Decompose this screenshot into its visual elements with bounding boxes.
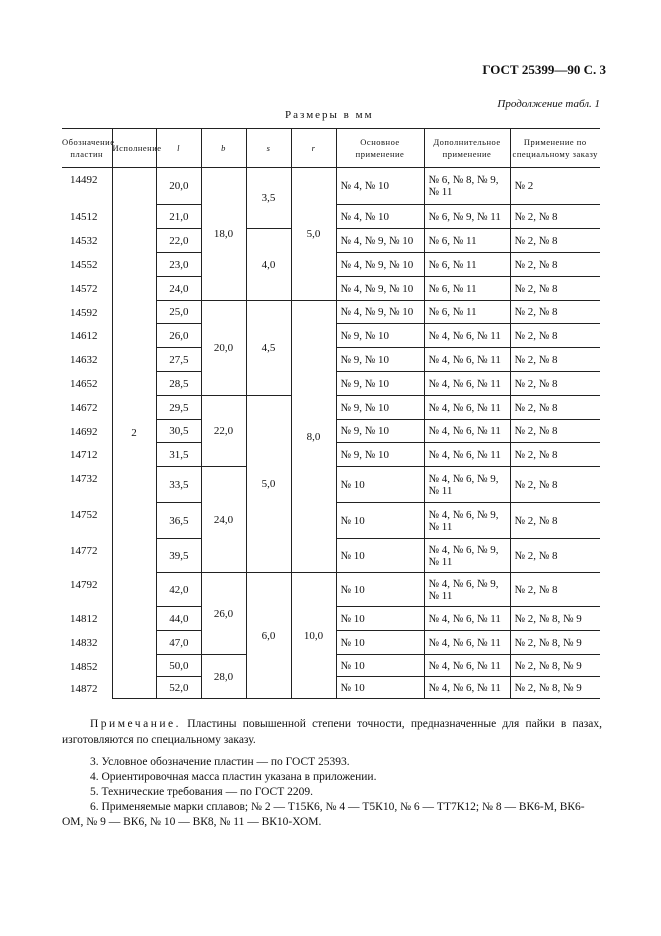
l-cell: 23,0 xyxy=(156,253,201,277)
b-cell: 26,0 xyxy=(201,573,246,655)
col-additional-application: Дополнительное применение xyxy=(424,129,510,168)
designation-cell: 14612 xyxy=(70,329,98,342)
main-application-cell: № 9, № 10 xyxy=(336,324,424,348)
main-application-cell: № 10 xyxy=(336,607,424,631)
designation-cell: 14652 xyxy=(70,377,98,390)
main-application-cell: № 9, № 10 xyxy=(336,420,424,443)
additional-application-cell: № 6, № 9, № 11 xyxy=(424,205,510,229)
col-special-order: Применение по специальному заказу xyxy=(510,129,600,168)
additional-application-cell: № 4, № 6, № 11 xyxy=(424,324,510,348)
r-cell: 10,0 xyxy=(291,573,336,699)
item-4: 4. Ориентировочная масса пластин указана в приложении. xyxy=(90,771,377,783)
special-order-cell: № 2, № 8 xyxy=(510,372,600,396)
designation-cell: 14872 xyxy=(70,682,98,695)
designation-cell: 14572 xyxy=(70,282,98,295)
designation-cell: 14752 xyxy=(70,508,98,521)
designation-cell: 14532 xyxy=(70,234,98,247)
additional-application-cell: № 4, № 6, № 9, № 11 xyxy=(424,467,510,503)
main-application-cell: № 4, № 10 xyxy=(336,168,424,205)
additional-application-cell: № 4, № 6, № 9, № 11 xyxy=(424,539,510,573)
l-cell: 50,0 xyxy=(156,655,201,677)
s-cell: 3,5 xyxy=(246,168,291,229)
special-order-cell: № 2, № 8, № 9 xyxy=(510,677,600,699)
special-order-cell: № 2, № 8, № 9 xyxy=(510,607,600,631)
special-order-cell: № 2, № 8, № 9 xyxy=(510,631,600,655)
additional-application-cell: № 4, № 6, № 11 xyxy=(424,631,510,655)
additional-application-cell: № 4, № 6, № 11 xyxy=(424,443,510,467)
designation-cell: 14552 xyxy=(70,258,98,271)
table-note xyxy=(62,716,602,748)
l-cell: 39,5 xyxy=(156,539,201,573)
designation-cell: 14672 xyxy=(70,401,98,414)
additional-application-cell: № 4, № 6, № 11 xyxy=(424,348,510,372)
additional-application-cell: № 4, № 6, № 9, № 11 xyxy=(424,573,510,607)
table-continuation-label: Продолжение табл. 1 xyxy=(497,98,600,110)
special-order-cell: № 2, № 8 xyxy=(510,503,600,539)
col-s: s xyxy=(246,129,291,168)
l-cell: 44,0 xyxy=(156,607,201,631)
s-cell: 4,0 xyxy=(246,229,291,301)
additional-application-cell: № 4, № 6, № 11 xyxy=(424,372,510,396)
designation-cell: 14512 xyxy=(70,210,98,223)
l-cell: 33,5 xyxy=(156,467,201,503)
designation-cell: 14692 xyxy=(70,425,98,438)
main-application-cell: № 9, № 10 xyxy=(336,443,424,467)
additional-application-cell: № 4, № 6, № 11 xyxy=(424,607,510,631)
main-application-cell: № 4, № 10 xyxy=(336,205,424,229)
additional-application-cell: № 6, № 11 xyxy=(424,253,510,277)
l-cell: 31,5 xyxy=(156,443,201,467)
additional-application-cell: № 4, № 6, № 11 xyxy=(424,655,510,677)
s-cell: 4,5 xyxy=(246,301,291,396)
additional-application-cell: № 4, № 6, № 11 xyxy=(424,677,510,699)
main-application-cell: № 9, № 10 xyxy=(336,372,424,396)
additional-application-cell: № 6, № 8, № 9, № 11 xyxy=(424,168,510,205)
special-order-cell: № 2, № 8 xyxy=(510,324,600,348)
l-cell: 22,0 xyxy=(156,229,201,253)
page-header: ГОСТ 25399—90 С. 3 xyxy=(482,62,606,77)
col-l: l xyxy=(156,129,201,168)
b-cell: 28,0 xyxy=(201,655,246,699)
special-order-cell: № 2 xyxy=(510,168,600,205)
r-cell: 5,0 xyxy=(291,168,336,301)
note-label: Примечание. xyxy=(90,718,181,730)
designation-cell: 14732 xyxy=(70,472,98,485)
main-application-cell: № 4, № 9, № 10 xyxy=(336,301,424,324)
main-application-cell: № 9, № 10 xyxy=(336,348,424,372)
l-cell: 47,0 xyxy=(156,631,201,655)
designation-cell: 14492 xyxy=(70,174,98,186)
plates-table xyxy=(62,128,600,699)
special-order-cell: № 2, № 8 xyxy=(510,253,600,277)
main-application-cell: № 10 xyxy=(336,655,424,677)
l-cell: 30,5 xyxy=(156,420,201,443)
l-cell: 20,0 xyxy=(156,168,201,205)
designation-cell: 14712 xyxy=(70,448,98,461)
special-order-cell: № 2, № 8 xyxy=(510,420,600,443)
note-text: Пластины повышенной степени точности, предназначенные для пайки в пазах, изготовляются по специальному заказу. xyxy=(62,718,603,746)
item-3: 3. Условное обозначение пластин — по ГОСТ 25393. xyxy=(90,756,350,768)
r-cell: 8,0 xyxy=(291,301,336,573)
b-cell: 22,0 xyxy=(201,396,246,467)
l-cell: 36,5 xyxy=(156,503,201,539)
l-cell: 27,5 xyxy=(156,348,201,372)
units-caption: Размеры в мм xyxy=(285,109,374,121)
designation-cell: 14592 xyxy=(70,306,98,319)
s-cell: 5,0 xyxy=(246,396,291,573)
col-r: r xyxy=(291,129,336,168)
special-order-cell: № 2, № 8 xyxy=(510,205,600,229)
col-b: b xyxy=(201,129,246,168)
main-application-cell: № 4, № 9, № 10 xyxy=(336,277,424,301)
l-cell: 52,0 xyxy=(156,677,201,699)
designation-cell: 14852 xyxy=(70,660,98,673)
l-cell: 21,0 xyxy=(156,205,201,229)
b-cell: 24,0 xyxy=(201,467,246,573)
additional-application-cell: № 4, № 6, № 9, № 11 xyxy=(424,503,510,539)
l-cell: 25,0 xyxy=(156,301,201,324)
main-application-cell: № 4, № 9, № 10 xyxy=(336,253,424,277)
main-application-cell: № 4, № 9, № 10 xyxy=(336,229,424,253)
additional-application-cell: № 6, № 11 xyxy=(424,229,510,253)
special-order-cell: № 2, № 8, № 9 xyxy=(510,655,600,677)
l-cell: 28,5 xyxy=(156,372,201,396)
additional-application-cell: № 4, № 6, № 11 xyxy=(424,420,510,443)
table-header-row xyxy=(62,129,600,168)
special-order-cell: № 2, № 8 xyxy=(510,301,600,324)
execution-cell: 2 xyxy=(112,168,156,699)
table-body xyxy=(62,168,600,699)
main-application-cell: № 10 xyxy=(336,467,424,503)
col-execution: Исполнение xyxy=(112,129,156,168)
main-application-cell: № 10 xyxy=(336,573,424,607)
l-cell: 29,5 xyxy=(156,396,201,420)
main-application-cell: № 10 xyxy=(336,677,424,699)
special-order-cell: № 2, № 8 xyxy=(510,573,600,607)
special-order-cell: № 2, № 8 xyxy=(510,396,600,420)
special-order-cell: № 2, № 8 xyxy=(510,539,600,573)
special-order-cell: № 2, № 8 xyxy=(510,467,600,503)
designation-cell: 14772 xyxy=(70,544,98,557)
designation-cell: 14792 xyxy=(70,578,98,591)
special-order-cell: № 2, № 8 xyxy=(510,229,600,253)
table-row xyxy=(62,168,600,205)
l-cell: 26,0 xyxy=(156,324,201,348)
col-main-application: Основное применение xyxy=(336,129,424,168)
l-cell: 24,0 xyxy=(156,277,201,301)
additional-application-cell: № 6, № 11 xyxy=(424,301,510,324)
main-application-cell: № 10 xyxy=(336,631,424,655)
item-6: 6. Применяемые марки сплавов; № 2 — Т15К6, № 4 — Т5К10, № 6 — ТТ7К12; № 8 — ВК6-М, ВК6-ОМ, № 9 — ВК6, № 10 — ВК8, № 11 — ВК10-ХОМ. xyxy=(62,801,585,828)
special-order-cell: № 2, № 8 xyxy=(510,277,600,301)
b-cell: 20,0 xyxy=(201,301,246,396)
additional-application-cell: № 4, № 6, № 11 xyxy=(424,396,510,420)
l-cell: 42,0 xyxy=(156,573,201,607)
additional-application-cell: № 6, № 11 xyxy=(424,277,510,301)
col-designation: Обозначение пластин xyxy=(62,129,112,168)
special-order-cell: № 2, № 8 xyxy=(510,443,600,467)
item-5: 5. Технические требования — по ГОСТ 2209. xyxy=(90,786,313,798)
designation-cell: 14812 xyxy=(70,612,98,625)
s-cell: 6,0 xyxy=(246,573,291,699)
main-application-cell: № 10 xyxy=(336,539,424,573)
designation-cell: 14632 xyxy=(70,353,98,366)
main-application-cell: № 10 xyxy=(336,503,424,539)
b-cell: 18,0 xyxy=(201,168,246,301)
designation-cell: 14832 xyxy=(70,636,98,649)
special-order-cell: № 2, № 8 xyxy=(510,348,600,372)
main-application-cell: № 9, № 10 xyxy=(336,396,424,420)
